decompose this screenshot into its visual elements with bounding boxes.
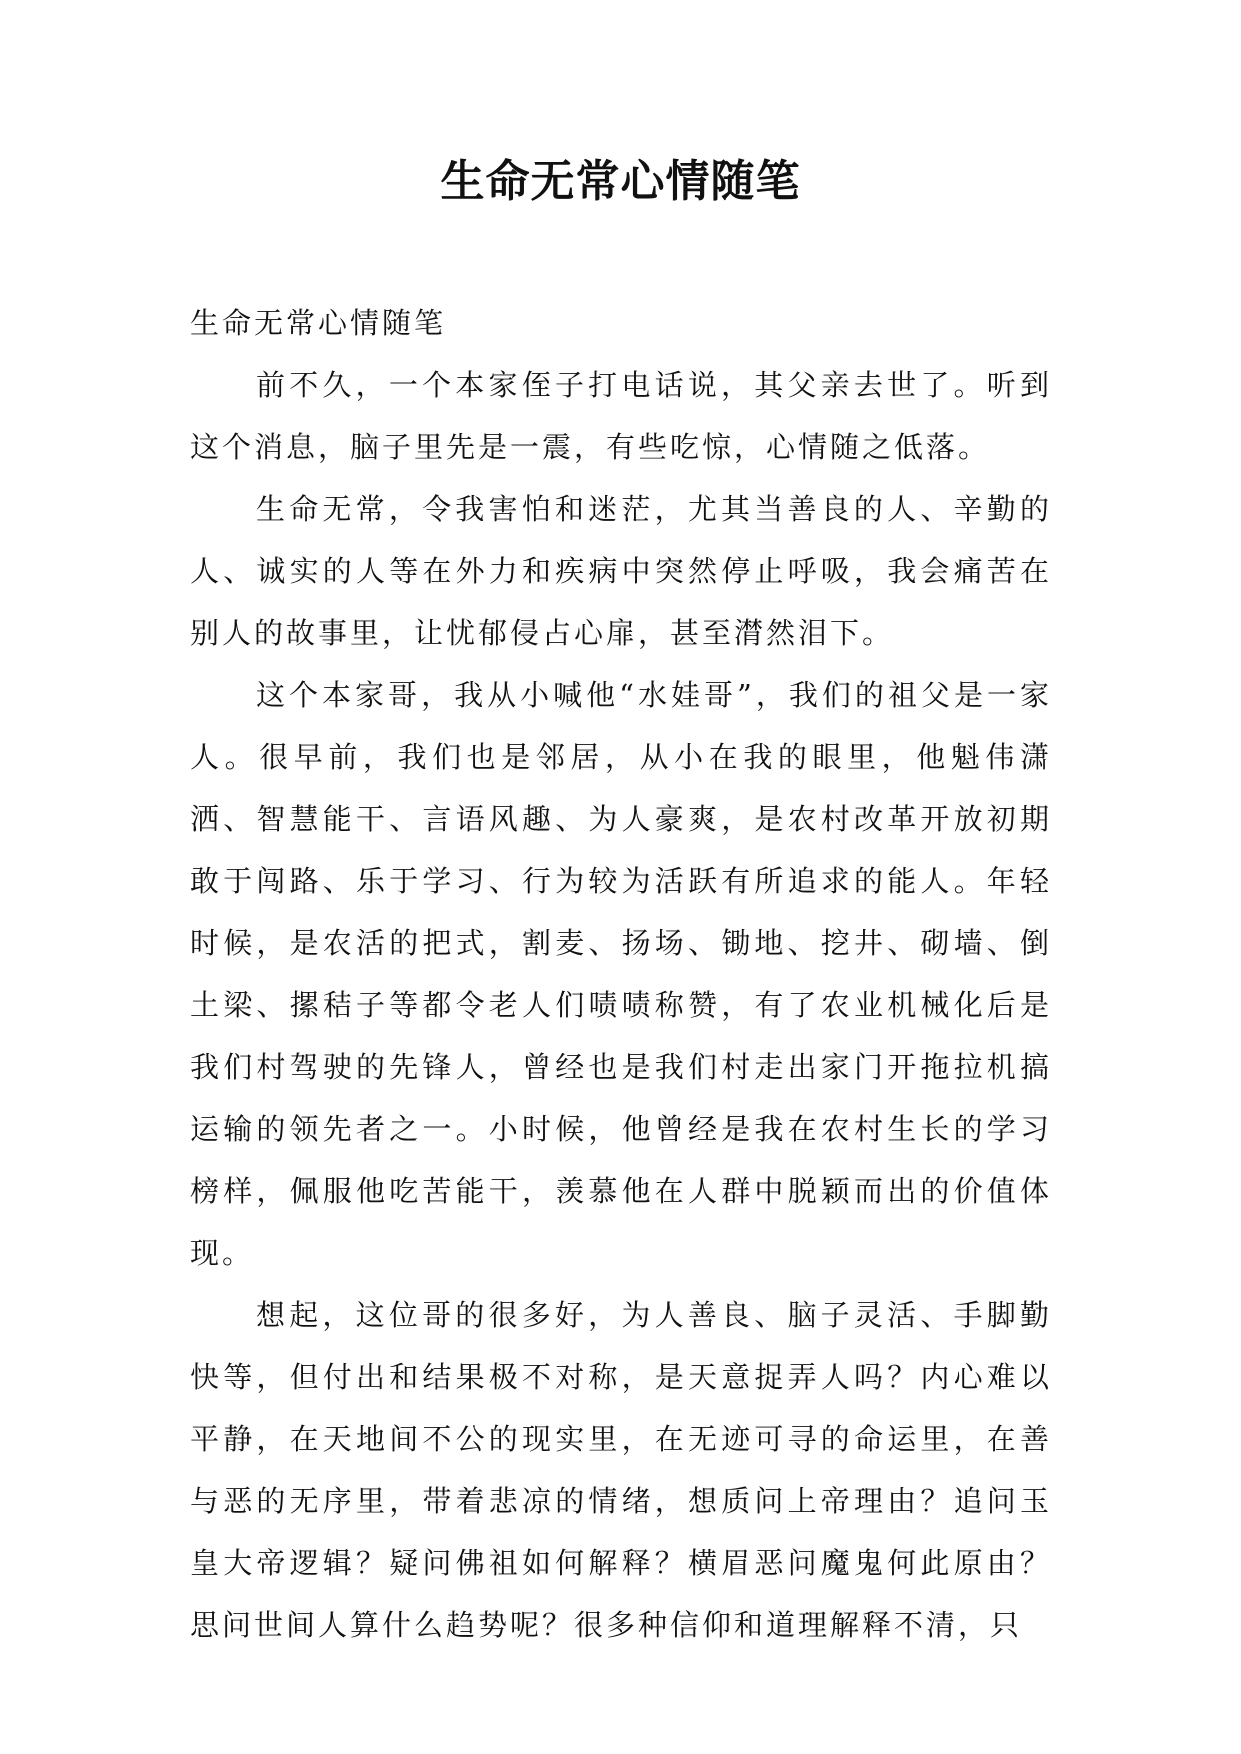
document-subtitle: 生命无常心情随笔	[190, 306, 447, 340]
paragraph-2: 生命无常，令我害怕和迷茫，尤其当善良的人、辛勤的人、诚实的人等在外力和疾病中突然停止呼吸，我会痛苦在别人的故事里，让忧郁侵占心扉，甚至潸然泪下。	[190, 492, 1052, 650]
paragraph-3: 这个本家哥，我从小喊他“水娃哥”，我们的祖父是一家人。很早前，我们也是邻居，从小在我的眼里，他魁伟潇洒、智慧能干、言语风趣、为人豪爽，是农村改革开放初期敢于闯路、乐于学习、行为较为活跃有所追求的能人。年轻时候，是农活的把式，割麦、扬场、锄地、挖井、砌墙、倒土梁、摞秸子等都令老人们啧啧称赞，有了农业机械化后是我们村驾驶的先锋人，曾经也是我们村走出家门开拖拉机搞运输的领先者之一。小时候，他曾经是我在农村生长的学习榜样，佩服他吃苦能干，羡慕他在人群中脱颖而出的价值体现。	[190, 678, 1052, 1270]
document-title: 生命无常心情随笔	[440, 156, 801, 207]
document-body	[190, 292, 1052, 1656]
paragraph-4: 想起，这位哥的很多好，为人善良、脑子灵活、手脚勤快等，但付出和结果极不对称，是天意捉弄人吗？内心难以平静，在天地间不公的现实里，在无迹可寻的命运里，在善与恶的无序里，带着悲凉的情绪，想质问上帝理由？追问玉皇大帝逻辑？疑问佛祖如何解释？横眉恶问魔鬼何此原由？思问世间人算什么趋势呢？很多种信仰和道理解释不清，只	[190, 1298, 1052, 1642]
paragraph-1: 前不久，一个本家侄子打电话说，其父亲去世了。听到这个消息，脑子里先是一震，有些吃惊，心情随之低落。	[190, 368, 1052, 464]
